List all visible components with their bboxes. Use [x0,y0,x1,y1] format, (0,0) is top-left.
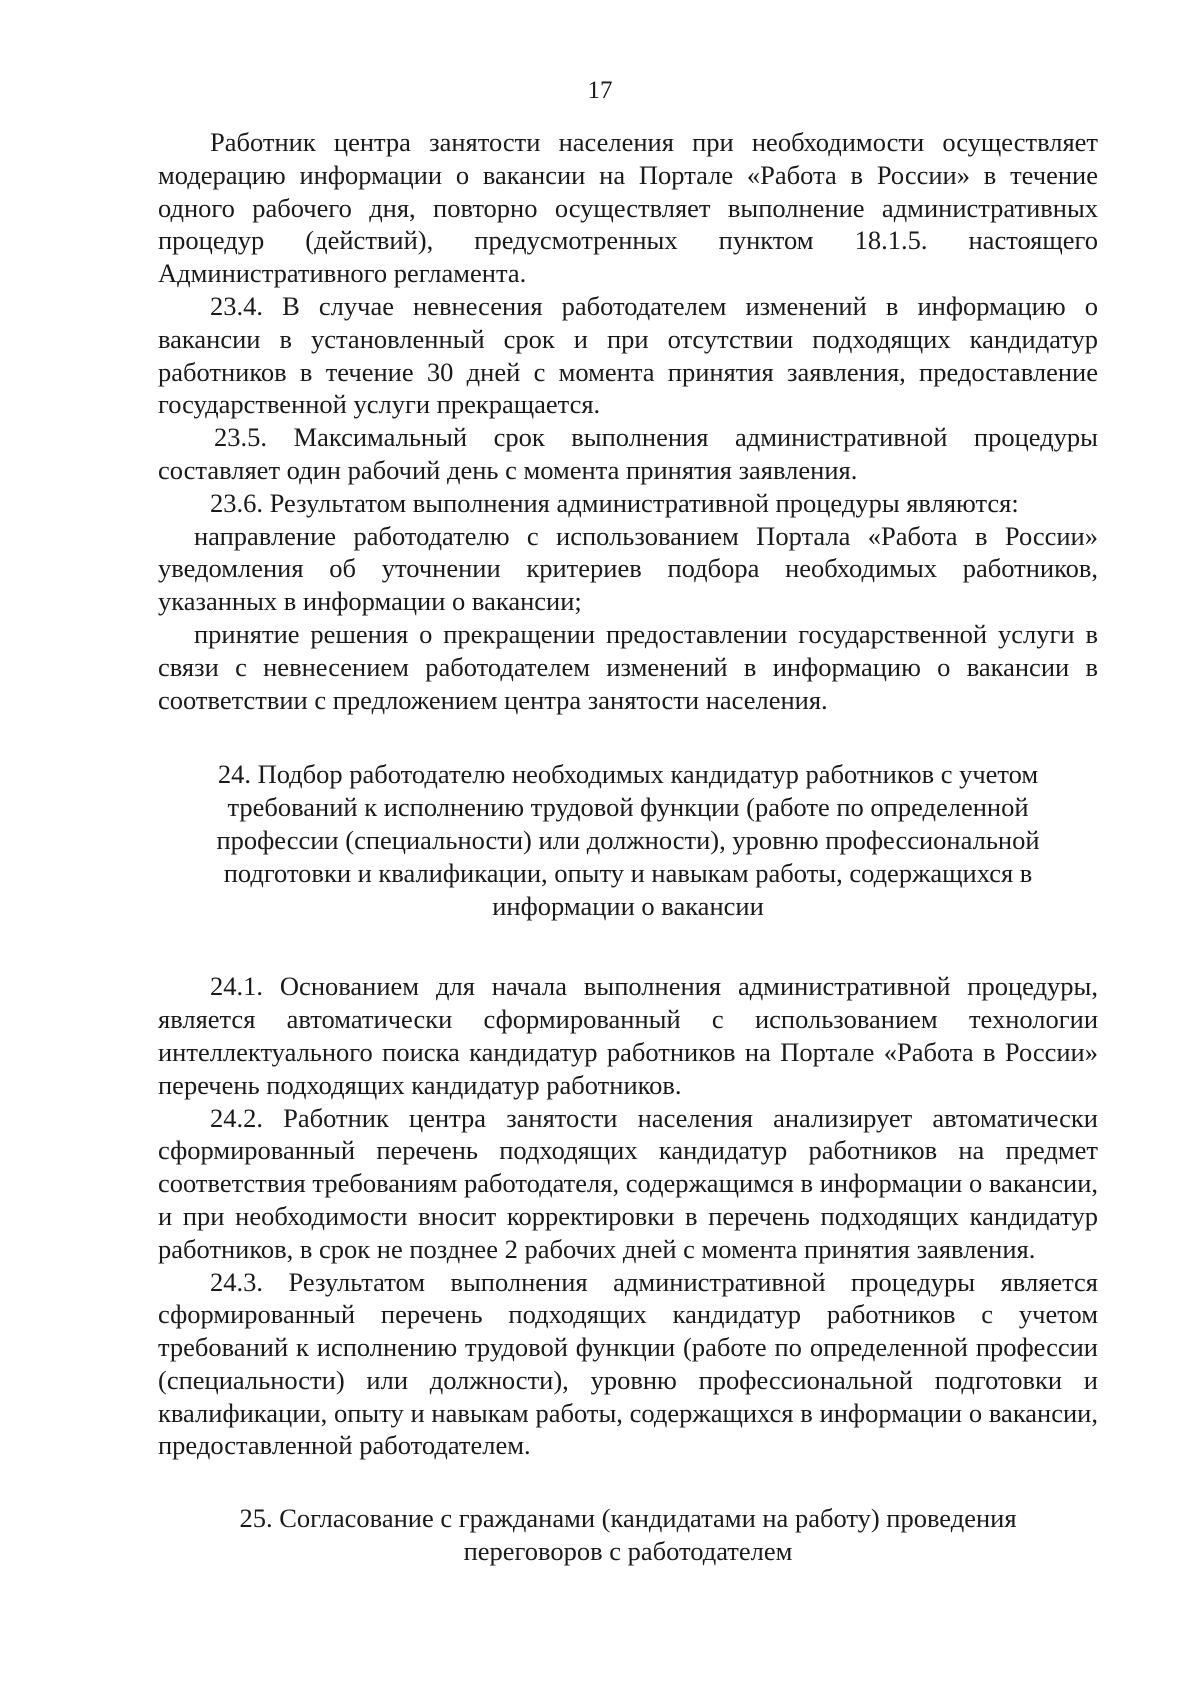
paragraph-24-3: 24.3. Результатом выполнения административной процедуры является сформированный перечень подходящих кандидатур работников с учетом требований к исполнению трудовой функции (работе по определенной профессии (специальности) или должности), уровню профессиональной подготовки и квалификации, опыту и навыкам работы, содержащихся в информации о вакансии, предоставленной работодателем. [158,1266,1098,1461]
paragraph-result-termination: принятие решения о прекращении предоставлении государственной услуги в связи с невнесением работодателем изменений в информацию о вакансии в соответствии с предложением центра занятости населения. [158,618,1098,715]
page-number: 17 [587,77,613,104]
paragraph-23-4: 23.4. В случае невнесения работодателем изменений в информацию о вакансии в установленный срок и при отсутствии подходящих кандидатур работников в течение 30 дней с момента принятия заявления, предоставление государственной услуги прекращается. [158,290,1098,420]
paragraph-24-1: 24.1. Основанием для начала выполнения административной процедуры, является автоматически сформированный с использованием технологии интеллектуального поиска кандидатур работников на Портале «Работа в России» перечень подходящих кандидатур работников. [158,971,1098,1100]
paragraph-result-notification: направление работодателю с использованием Портала «Работа в России» уведомления об уточнении критериев подбора необходимых работников, указанных в информации о вакансии; [158,520,1098,617]
paragraph-23-5: 23.5. Максимальный срок выполнения административной процедуры составляет один рабочий день с момента принятия заявления. [158,422,1098,485]
paragraph-24-2: 24.2. Работник центра занятости населения анализирует автоматически сформированный перечень подходящих кандидатур работников на предмет соответствия требованиям работодателя, содержащимся в информации о вакансии, и при необходимости вносит корректировки в перечень подходящих кандидатур работников, в срок не позднее 2 рабочих дней с момента принятия заявления. [158,1102,1098,1264]
section-heading-25: 25. Согласование с гражданами (кандидатами на работу) проведения переговоров с работодателем [239,1503,1017,1567]
paragraph-23-6: 23.6. Результатом выполнения административной процедуры являются: [210,487,1019,518]
spacer [158,922,1098,970]
spacer [158,716,1098,758]
paragraph-moderation: Работник центра занятости населения при необходимости осуществляет модерацию информации о вакансии на Портале «Работа в России» в течение одного рабочего дня, повторно осуществляет выполнение административных процедур (действий), предусмотренных пунктом 18.1.5. настоящего Административного регламента. [158,127,1098,289]
document-body [158,126,1098,1568]
spacer [158,1462,1098,1502]
section-heading-24: 24. Подбор работодателю необходимых кандидатур работников с учетом требований к исполнению трудовой функции (работе по определенной профессии (специальности) или должности), уровню профессиональной подготовки и квалификации, опыту и навыкам работы, содержащихся в информации о вакансии [216,759,1040,921]
